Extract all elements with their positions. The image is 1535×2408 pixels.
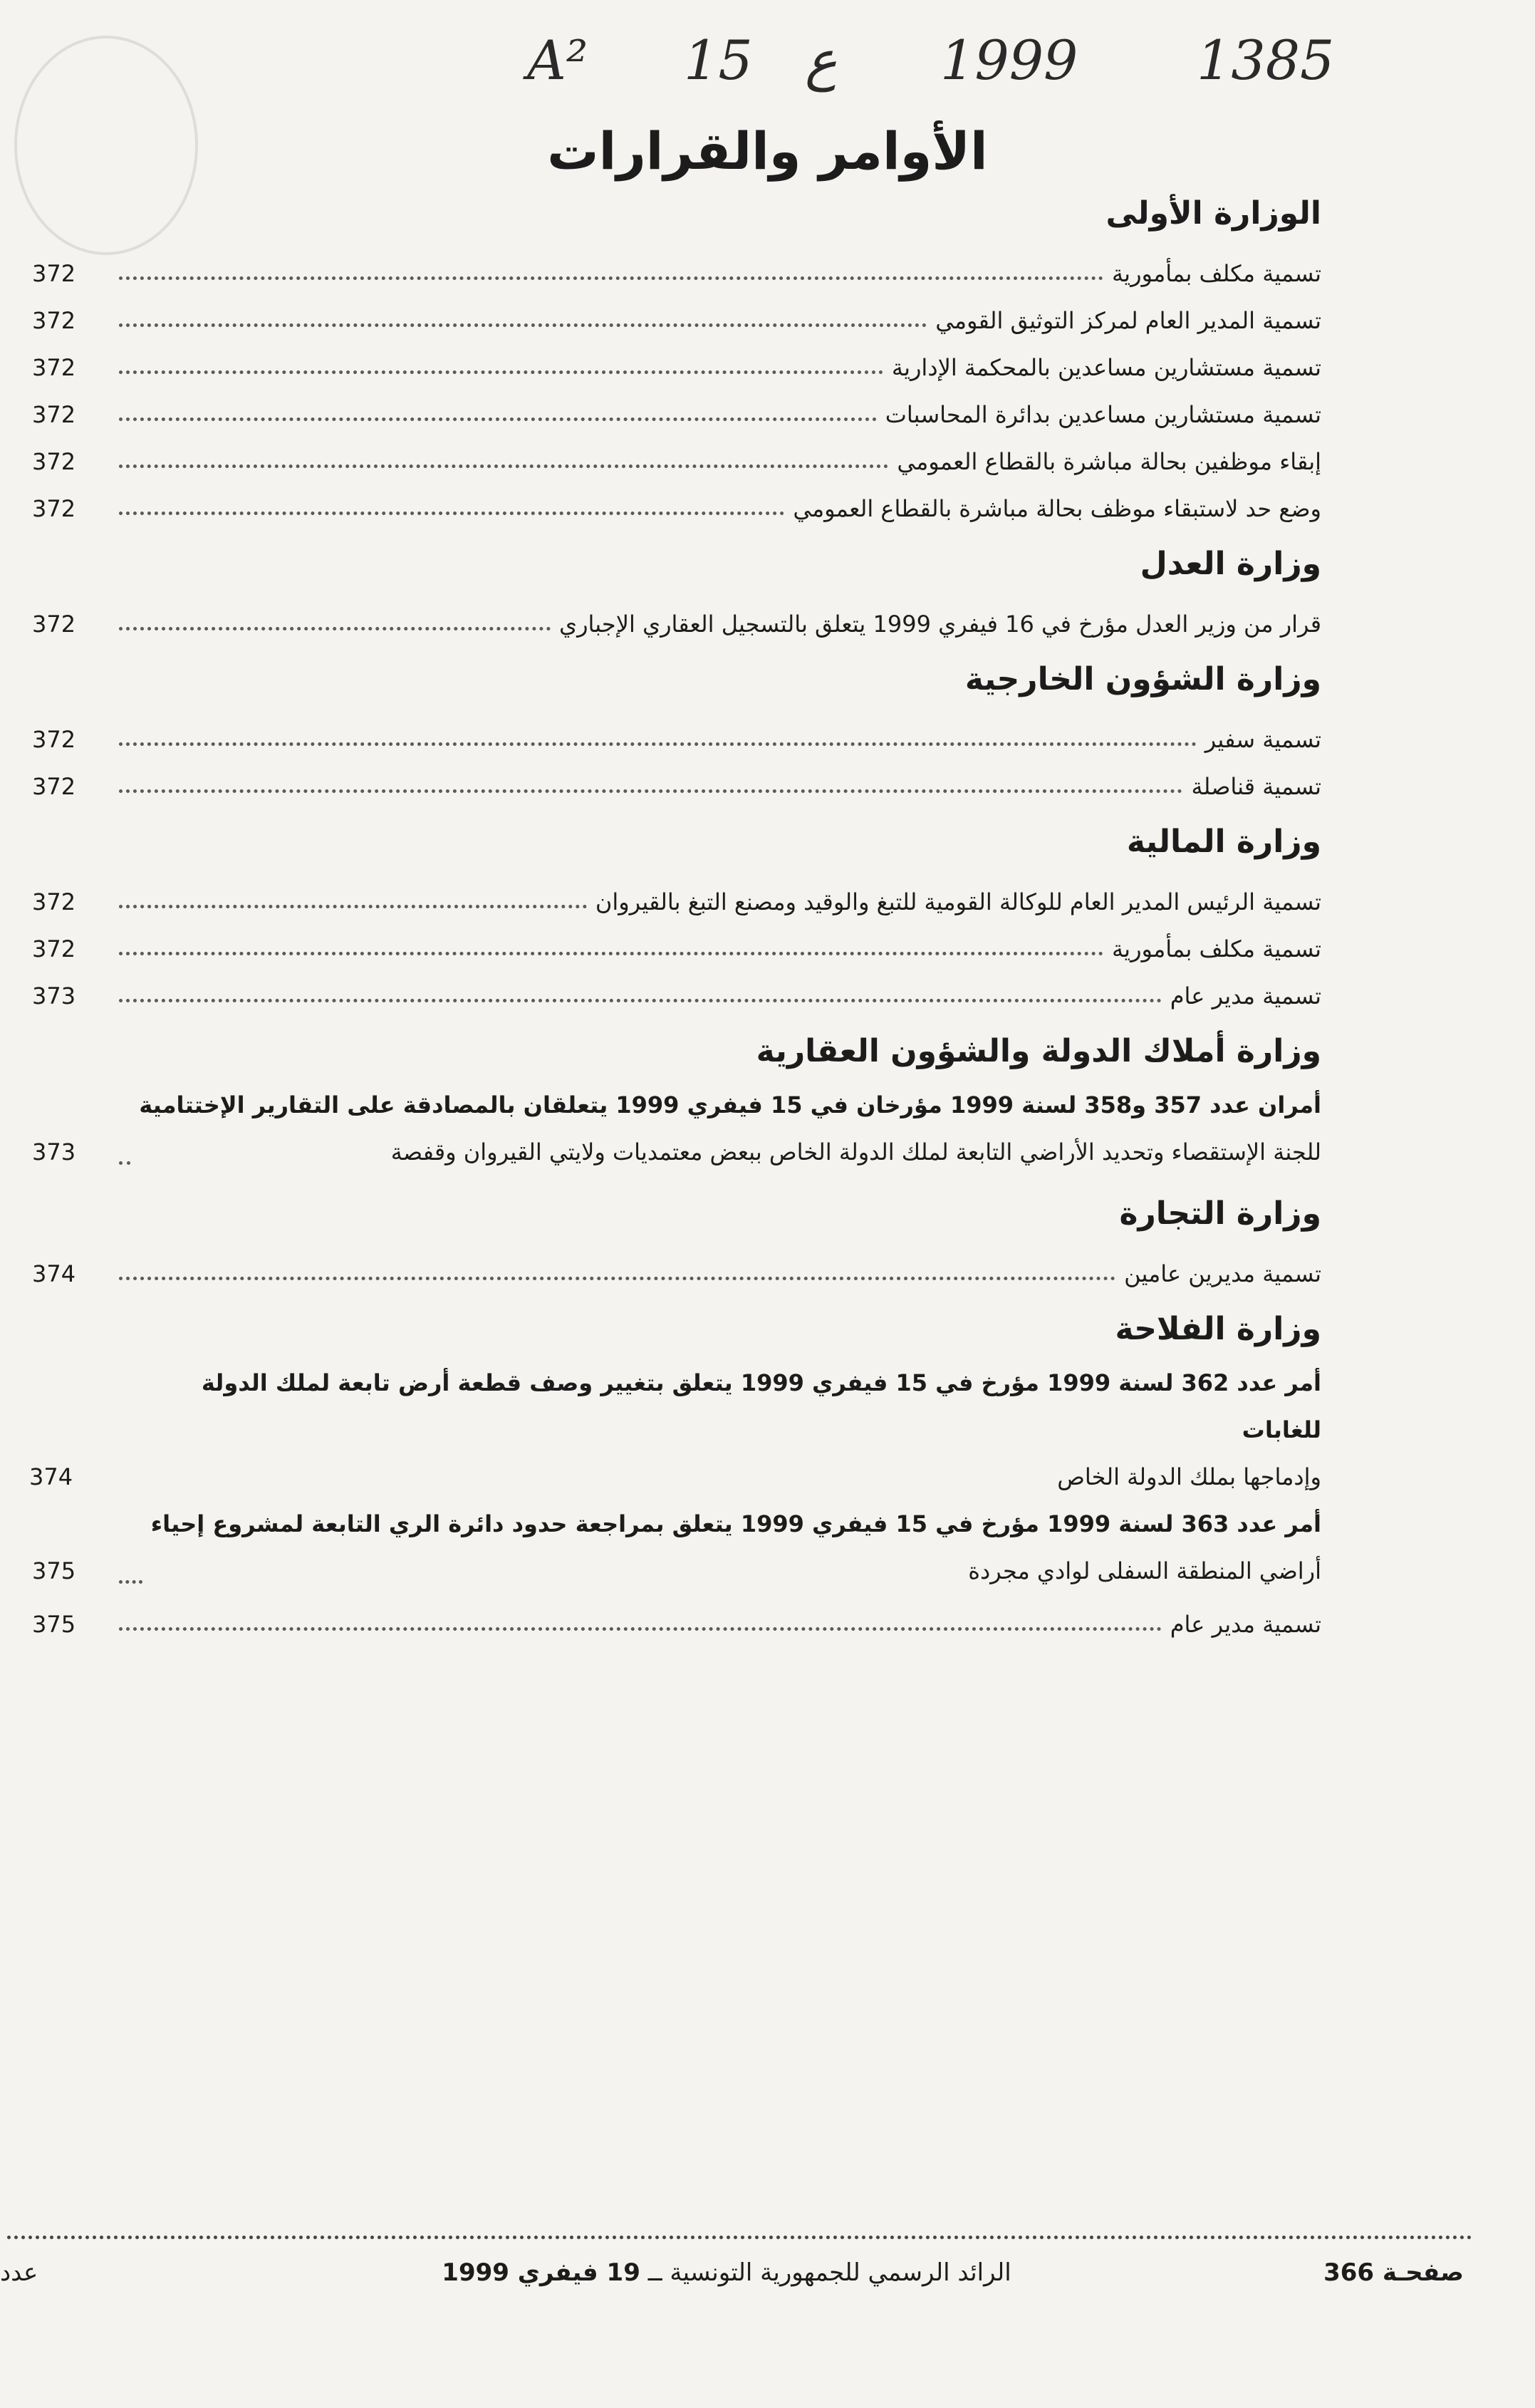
footer-separator	[7, 2236, 1472, 2239]
toc-entry	[32, 244, 1321, 291]
entry-text: تسمية مكلف بمأمورية	[1112, 935, 1321, 962]
handwritten-year: 1999	[940, 28, 1078, 92]
entry-text-line2: للجنة الإستقصاء وتحديد الأراضي التابعة لملك الدولة الخاص ببعض معتمديات ولايتي القيروان وقفصة	[390, 1138, 1321, 1166]
handwritten-ref: A²	[527, 28, 588, 92]
toc-entry	[32, 757, 1321, 804]
footer-page-number: صفحـة 366	[1323, 2258, 1464, 2287]
entry-page: 374	[32, 1260, 76, 1287]
entry-page: 372	[32, 495, 76, 522]
entry-page: 375	[32, 1611, 76, 1638]
section-state-domains	[32, 1030, 1321, 1176]
section-heading: وزارة أملاك الدولة والشؤون العقارية	[756, 1033, 1321, 1069]
entry-text: تسمية مستشارين مساعدين بدائرة المحاسبات	[885, 401, 1321, 428]
entry-page: 372	[32, 307, 76, 334]
entry-page: 373	[32, 982, 76, 1010]
entry-text: تسمية الرئيس المدير العام للوكالة القومية للتبغ والوقيد ومصنع التبغ بالقيروان	[595, 888, 1321, 915]
toc-entry	[32, 594, 1321, 641]
toc-entry	[32, 385, 1321, 432]
section-heading: وزارة العدل	[1140, 546, 1321, 582]
handwritten-day: 15	[684, 28, 753, 92]
toc-entry	[32, 966, 1321, 1013]
toc-entry	[32, 479, 1321, 526]
entry-text: إبقاء موظفين بحالة مباشرة بالقطاع العمومي	[897, 448, 1321, 475]
toc-entry	[32, 710, 1321, 757]
entry-page: 372	[32, 448, 76, 475]
section-prime-ministry	[32, 192, 1321, 526]
entry-page: 372	[32, 935, 76, 962]
section-foreign-affairs	[32, 658, 1321, 804]
entry-text: تسمية مدير عام	[1170, 982, 1321, 1010]
toc-entry-multiline	[32, 1081, 1321, 1176]
handwritten-month: ع	[805, 28, 838, 92]
footer-publication-name: الرائد الرسمي للجمهورية التونسية ــ	[647, 2258, 1011, 2287]
section-heading: وزارة الشؤون الخارجية	[964, 661, 1321, 697]
entry-page: 372	[32, 773, 76, 800]
entry-text: تسمية سفير	[1204, 726, 1321, 753]
toc-entry	[32, 919, 1321, 966]
table-of-contents	[29, 192, 1321, 1641]
entry-text-line1: أمر عدد 362 لسنة 1999 مؤرخ في 15 فيفري 1999 يتعلق بتغيير وصف قطعة أرض تابعة لملك الدولة للغابات	[201, 1369, 1321, 1443]
entry-text-line1: أمر عدد 363 لسنة 1999 مؤرخ في 15 فيفري 1999 يتعلق بمراجعة حدود دائرة الري التابعة لمشروع إحياء	[150, 1510, 1321, 1537]
entry-page: 372	[32, 354, 76, 381]
entry-text-line2: أراضي المنطقة السفلى لوادي مجردة	[968, 1557, 1321, 1584]
footer-date: 19 فيفري 1999	[442, 2258, 640, 2287]
entry-page: 372	[32, 260, 76, 287]
section-agriculture	[29, 1308, 1321, 1641]
entry-page: 374	[29, 1463, 73, 1490]
toc-entry-multiline	[32, 1500, 1321, 1594]
toc-entry	[32, 1244, 1321, 1291]
entry-page: 375	[32, 1557, 76, 1584]
entry-text: تسمية مدير عام	[1170, 1611, 1321, 1638]
section-heading: وزارة الفلاحة	[1115, 1311, 1321, 1347]
entry-page: 372	[32, 726, 76, 753]
section-finance	[32, 821, 1321, 1013]
entry-text: تسمية مديرين عامين	[1124, 1260, 1321, 1287]
entry-text: وضع حد لاستبقاء موظف بحالة مباشرة بالقطاع العمومي	[793, 495, 1321, 522]
entry-text: قرار من وزير العدل مؤرخ في 16 فيفري 1999 يتعلق بالتسجيل العقاري الإجباري	[559, 611, 1321, 638]
entry-page: 372	[32, 888, 76, 915]
entry-text-line2: وإدماجها بملك الدولة الخاص	[1057, 1463, 1321, 1490]
entry-text: تسمية المدير العام لمركز التوثيق القومي	[935, 307, 1321, 334]
section-heading: وزارة التجارة	[1119, 1195, 1321, 1232]
entry-page: 372	[32, 611, 76, 638]
entry-text: تسمية مكلف بمأمورية	[1112, 260, 1321, 287]
toc-entry	[32, 338, 1321, 385]
entry-text: تسمية مستشارين مساعدين بالمحكمة الإدارية	[891, 354, 1321, 381]
section-heading: وزارة المالية	[1126, 824, 1321, 860]
toc-entry	[32, 1594, 1321, 1641]
page-title: الأوامر والقرارات	[547, 121, 988, 181]
footer-publication	[442, 2258, 1011, 2287]
footer-edge-text: عدد	[0, 2258, 38, 2287]
handwritten-number: 1385	[1197, 28, 1335, 92]
section-commerce	[32, 1193, 1321, 1291]
toc-entry	[32, 291, 1321, 338]
entry-text-line1: أمران عدد 357 و358 لسنة 1999 مؤرخان في 15 فيفري 1999 يتعلقان بالمصادقة على التقارير الإختتامية	[139, 1091, 1321, 1119]
page-footer	[0, 2258, 1535, 2301]
section-justice	[32, 543, 1321, 641]
entry-text: تسمية قناصلة	[1191, 773, 1321, 800]
toc-entry-multiline	[29, 1359, 1321, 1500]
entry-page: 373	[32, 1138, 76, 1166]
section-heading: الوزارة الأولى	[1105, 195, 1321, 232]
entry-page: 372	[32, 401, 76, 428]
toc-entry	[32, 872, 1321, 919]
toc-entry	[32, 432, 1321, 479]
